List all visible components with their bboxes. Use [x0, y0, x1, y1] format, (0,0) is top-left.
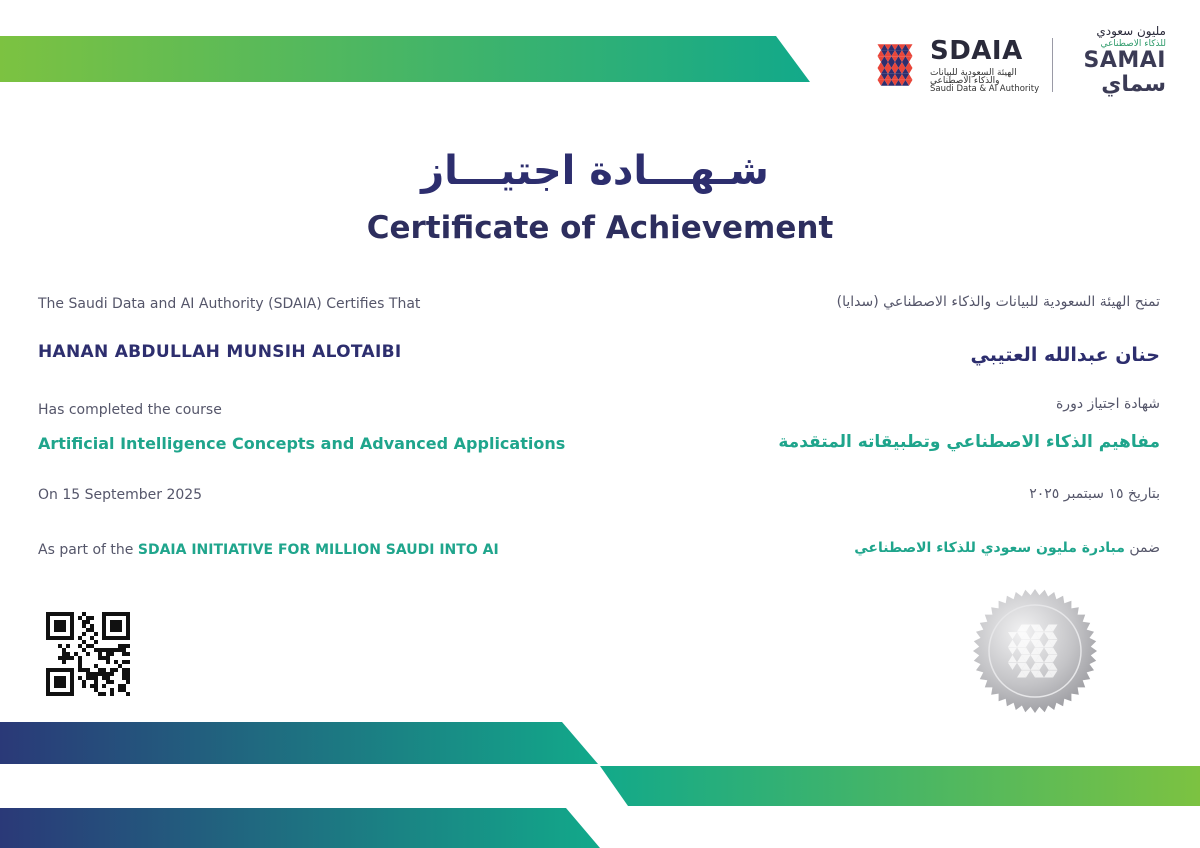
initiative-text-ar: [854, 540, 1160, 556]
samai-logo: [1066, 24, 1166, 100]
course-title-ar: مفاهيم الذكاء الاصطناعي وتطبيقاته المتقدمة: [778, 432, 1160, 452]
recipient-name-en: HANAN ABDULLAH MUNSIH ALOTAIBI: [38, 342, 402, 362]
initiative-prefix-en: As part of the: [38, 542, 134, 558]
date-text-en: On 15 September 2025: [38, 487, 203, 503]
certificate-title-english: Certificate of Achievement: [366, 210, 834, 246]
sdaia-english-name: Saudi Data & AI Authority: [930, 84, 1040, 94]
completed-text-en: Has completed the course: [38, 402, 222, 418]
bottom-bands: [0, 716, 1200, 848]
samai-arabic-line1: مليون سعودي: [1096, 24, 1166, 38]
completed-text-ar: شهادة اجتياز دورة: [1055, 396, 1160, 412]
date-text-ar: بتاريخ ١٥ سبتمبر ٢٠٢٥: [1029, 486, 1160, 502]
sdaia-arabic-name-line2: والذكاء الاصطناعي: [930, 76, 1000, 86]
sdaia-emblem-icon: [866, 36, 924, 94]
silver-seal-icon: [972, 588, 1098, 714]
logo-divider: [1052, 38, 1053, 92]
qr-code-icon: [46, 612, 130, 696]
initiative-name-en: SDAIA INITIATIVE FOR MILLION SAUDI INTO AI: [137, 542, 499, 558]
sdaia-arabic-name: الهيئة السعودية للبيانات: [930, 68, 1017, 78]
certifies-text-en: The Saudi Data and AI Authority (SDAIA) Certifies That: [38, 296, 421, 312]
course-title-en: Artificial Intelligence Concepts and Advanced Applications: [38, 434, 566, 453]
initiative-prefix-ar: ضمن: [1129, 540, 1160, 556]
sdaia-logo: [866, 34, 1040, 94]
sdaia-logo-text: SDAIA: [930, 36, 1023, 66]
samai-arabic-line2: للذكاء الاصطناعي: [1100, 39, 1166, 49]
samai-arabic-word: سماي: [1101, 72, 1166, 97]
initiative-name-ar: مبادرة مليون سعودي للذكاء الاصطناعي: [854, 540, 1125, 556]
initiative-text-en: [38, 542, 499, 558]
certificate-title-arabic: شـهـــادة اجتيـــاز: [421, 148, 769, 194]
samai-logo-text: SAMAI: [1083, 48, 1166, 73]
certifies-text-ar: تمنح الهيئة السعودية للبيانات والذكاء الاصطناعي (سدايا): [836, 294, 1160, 310]
top-left-band: [0, 0, 820, 90]
recipient-name-ar: حنان عبدالله العتيبي: [970, 344, 1160, 366]
